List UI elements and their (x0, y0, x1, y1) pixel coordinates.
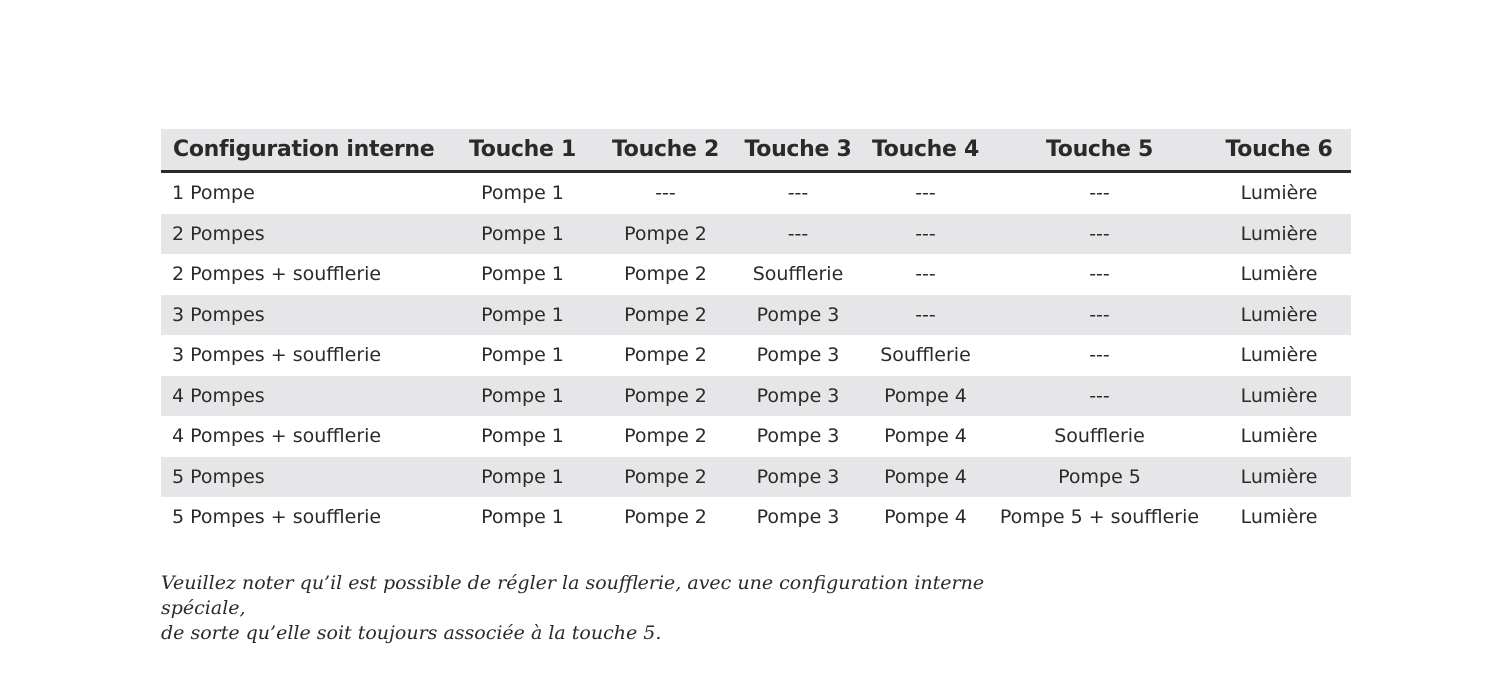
table-header (161, 129, 1351, 172)
header-row (161, 129, 1351, 172)
row-touche-5-cell: --- (1089, 344, 1110, 367)
row-touche-6-cell: Lumière (1207, 376, 1351, 417)
configuration-table-container (161, 129, 1351, 538)
row-touche-2-cell: Pompe 2 (624, 506, 707, 529)
row-touche-1-cell: Pompe 1 (451, 214, 594, 255)
table-row (161, 376, 1351, 417)
row-touche-5-cell: --- (992, 376, 1207, 417)
row-touche-3-cell: Pompe 3 (737, 295, 859, 336)
row-configuration-cell: 1 Pompe (172, 182, 255, 205)
row-touche-4-cell: Soufflerie (880, 344, 971, 367)
row-touche-4-cell: Pompe 4 (884, 425, 967, 448)
row-touche-5-cell: --- (992, 295, 1207, 336)
row-touche-6-cell: Lumière (1207, 214, 1351, 255)
header-touche-1: Touche 1 (451, 129, 594, 172)
row-configuration-cell: 4 Pompes (161, 376, 451, 417)
row-touche-1-cell: Pompe 1 (481, 263, 564, 286)
row-touche-3-cell: Pompe 3 (756, 506, 840, 529)
table-row (161, 295, 1351, 336)
footnote (161, 571, 1061, 646)
row-touche-6-cell: Lumière (1240, 344, 1318, 367)
row-touche-3-cell: --- (787, 182, 809, 205)
footnote-line-1: Veuillez noter qu’il est possible de régler la soufflerie, avec une configuration interne spéciale, (161, 572, 985, 619)
row-touche-3-cell: --- (737, 214, 859, 255)
row-configuration-cell: 3 Pompes (161, 295, 451, 336)
row-touche-5-cell: Soufflerie (1054, 425, 1145, 448)
header-touche-2: Touche 2 (594, 129, 737, 172)
row-touche-4-cell: --- (859, 214, 992, 255)
row-touche-2-cell: Pompe 2 (624, 344, 707, 367)
row-touche-6-cell: Lumière (1240, 263, 1318, 286)
row-touche-2-cell: Pompe 2 (624, 425, 707, 448)
row-touche-1-cell: Pompe 1 (451, 295, 594, 336)
row-touche-1-cell: Pompe 1 (481, 182, 564, 205)
row-touche-3-cell: Pompe 3 (756, 425, 840, 448)
row-configuration-cell: 3 Pompes + soufflerie (172, 344, 382, 367)
row-touche-1-cell: Pompe 1 (481, 344, 564, 367)
row-configuration-cell: 5 Pompes (161, 457, 451, 498)
row-touche-1-cell: Pompe 1 (481, 506, 564, 529)
row-touche-2-cell: Pompe 2 (624, 263, 707, 286)
row-configuration-cell: 2 Pompes (161, 214, 451, 255)
row-configuration-cell: 2 Pompes + soufflerie (172, 263, 382, 286)
row-touche-2-cell: Pompe 2 (594, 457, 737, 498)
table-row (161, 254, 1351, 295)
row-touche-2-cell: --- (655, 182, 676, 205)
table-row (161, 457, 1351, 498)
row-touche-3-cell: Pompe 3 (737, 376, 859, 417)
row-touche-2-cell: Pompe 2 (594, 214, 737, 255)
header-touche-6: Touche 6 (1207, 129, 1351, 172)
row-touche-4-cell: --- (915, 263, 936, 286)
table-row (161, 172, 1351, 214)
row-touche-1-cell: Pompe 1 (451, 457, 594, 498)
row-touche-6-cell: Lumière (1240, 182, 1318, 205)
row-touche-4-cell: Pompe 4 (859, 457, 992, 498)
table-row (161, 214, 1351, 255)
row-touche-3-cell: Pompe 3 (737, 457, 859, 498)
row-touche-6-cell: Lumière (1207, 295, 1351, 336)
row-touche-3-cell: Soufflerie (752, 263, 844, 286)
row-touche-4-cell: Pompe 4 (884, 506, 967, 529)
table-row (161, 335, 1351, 376)
row-touche-6-cell: Lumière (1207, 457, 1351, 498)
header-touche-5: Touche 5 (992, 129, 1207, 172)
row-configuration-cell: 5 Pompes + soufflerie (172, 506, 382, 529)
row-touche-5-cell: Pompe 5 + soufflerie (999, 506, 1200, 529)
configuration-table (161, 129, 1351, 538)
row-touche-4-cell: --- (859, 295, 992, 336)
table-row (161, 497, 1351, 538)
table-row (161, 416, 1351, 457)
row-touche-2-cell: Pompe 2 (594, 295, 737, 336)
row-touche-5-cell: Pompe 5 (992, 457, 1207, 498)
row-configuration-cell: 4 Pompes + soufflerie (172, 425, 382, 448)
header-touche-3: Touche 3 (737, 129, 859, 172)
row-touche-6-cell: Lumière (1240, 506, 1318, 529)
row-touche-4-cell: Pompe 4 (859, 376, 992, 417)
row-touche-5-cell: --- (1089, 182, 1110, 205)
row-touche-1-cell: Pompe 1 (451, 376, 594, 417)
row-touche-6-cell: Lumière (1240, 425, 1318, 448)
row-touche-5-cell: --- (1089, 263, 1110, 286)
header-touche-4: Touche 4 (859, 129, 992, 172)
row-touche-3-cell: Pompe 3 (756, 344, 840, 367)
footnote-line-2: de sorte qu’elle soit toujours associée à la touche 5. (161, 622, 662, 644)
row-touche-5-cell: --- (992, 214, 1207, 255)
header-configuration-interne: Configuration interne (161, 129, 451, 172)
row-touche-1-cell: Pompe 1 (481, 425, 564, 448)
row-touche-4-cell: --- (915, 182, 936, 205)
row-touche-2-cell: Pompe 2 (594, 376, 737, 417)
table-body (161, 172, 1351, 538)
